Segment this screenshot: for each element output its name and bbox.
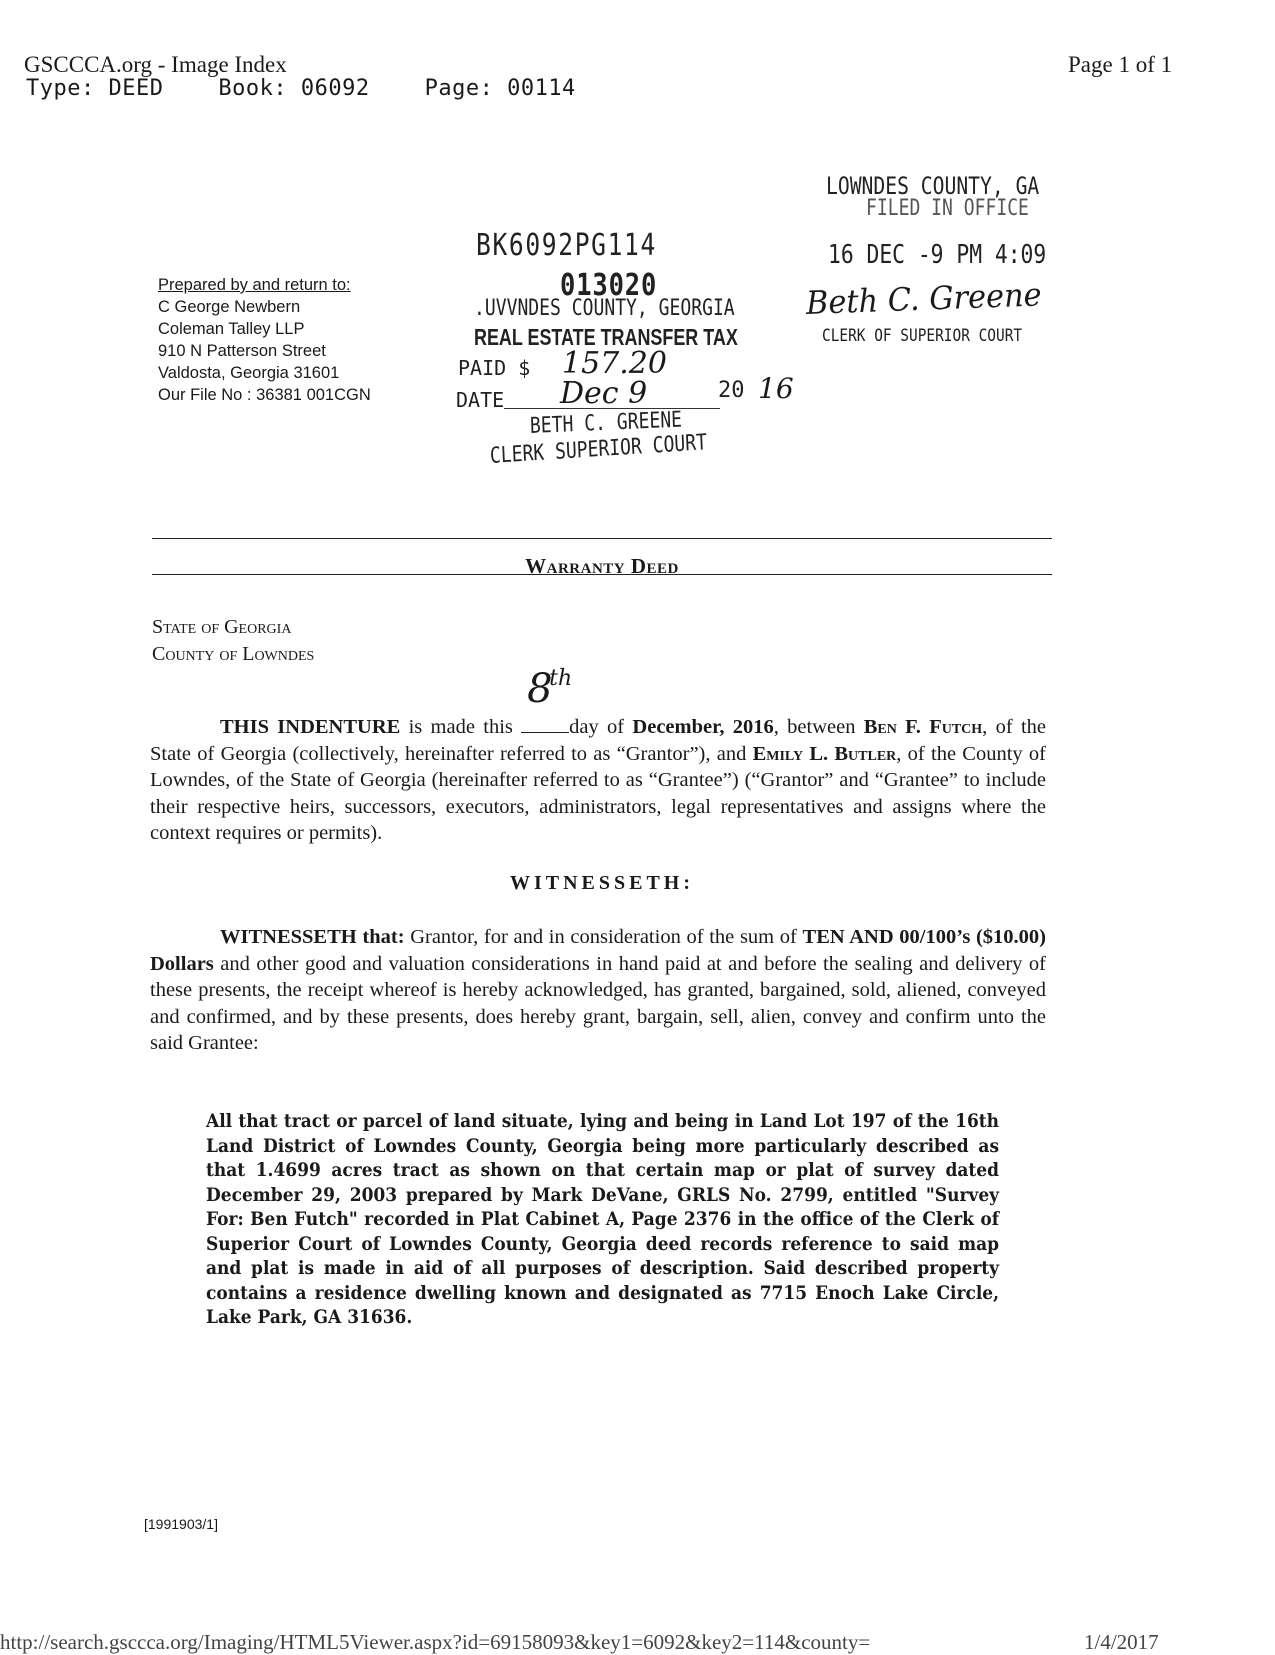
venue-block <box>152 614 314 668</box>
book-page-stamp: BK6092PG114 <box>476 228 657 263</box>
footer-date: 1/4/2017 <box>1084 1630 1159 1654</box>
prepared-by-heading: Prepared by and return to: <box>158 276 351 294</box>
text-run: day of <box>569 716 633 738</box>
title-rule-top <box>152 538 1052 539</box>
footer-url: http://search.gsccca.org/Imaging/HTML5Viewer.aspx?id=69158093&key1=6092&key2=114&county= <box>0 1630 871 1654</box>
indenture-paragraph <box>150 666 1046 847</box>
indenture-lead: THIS INDENTURE <box>220 716 401 738</box>
day-handwritten: 8 <box>527 666 553 712</box>
page-count: Page 1 of 1 <box>1068 52 1173 77</box>
text-run: , between <box>773 716 864 738</box>
prepared-by-line: 910 N Patterson Street <box>158 342 326 360</box>
tax-stamp-clerk-title: CLERK SUPERIOR COURT <box>489 430 708 469</box>
witnesseth-lead: WITNESSETH that: <box>220 926 405 948</box>
filed-stamp-datetime: 16 DEC -9 PM 4:09 <box>828 240 1047 270</box>
prepared-by-block <box>158 274 371 406</box>
tax-date-label: DATE <box>456 388 505 412</box>
tax-stamp-county: .UVVNDES COUNTY, GEORGIA <box>474 296 735 321</box>
legal-description: All that tract or parcel of land situate, lying and being in Land Lot 197 of the 16th Land District of Lowndes County, Georgia being more particularly described as that 1.4699 acres tract as shown on that certain map or plat of survey dated December 29, 2003 prepared by Mark DeVane, GRLS No. 2799, entitled "Survey For: Ben Futch" recorded in Plat Cabinet A, Page 2376 in the office of the Clerk of Superior Court of Lowndes County, Georgia deed records reference to said map and plat is made in aid of all purposes of description. Said described property contains a residence dwelling known and designated as 7715 Enoch Lake Circle, Lake Park, GA 31636. <box>206 1111 1000 1328</box>
filed-stamp-clerk-title: CLERK OF SUPERIOR COURT <box>822 326 1023 346</box>
tax-date-underline <box>504 408 720 409</box>
grantor-name: Ben F. Futch <box>863 716 983 738</box>
tax-paid-label: PAID $ <box>458 356 531 380</box>
site-title: GSCCCA.org - Image Index <box>24 52 287 77</box>
prepared-by-line: C George Newbern <box>158 298 301 316</box>
prepared-by-line: Our File No : 36381 001CGN <box>158 386 371 404</box>
tax-year-handwritten: 16 <box>758 372 794 405</box>
document-id: [1991903/1] <box>144 1516 218 1532</box>
text-run: is made this <box>400 716 522 738</box>
text-run: , of the State of Georgia (collectively, hereinafter referred to as “Grantor”), and <box>150 716 1046 765</box>
filed-stamp-filed: FILED IN OFFICE <box>866 196 1029 221</box>
consideration-paragraph <box>150 924 1046 1057</box>
consideration-amount: TEN AND 00/100’s ($10.00) Dollars <box>150 926 1046 975</box>
text-run: Grantor, for and in consideration of the sum of <box>404 926 803 948</box>
day-blank <box>521 666 573 733</box>
tax-stamp-number: 013020 <box>560 268 658 303</box>
prepared-by-line: Valdosta, Georgia 31601 <box>158 364 340 382</box>
day-suffix-handwritten: th <box>549 666 573 691</box>
tax-paid-value: 157.20 <box>562 346 667 381</box>
text-run: , of the County of Lowndes, of the State of Georgia (hereinafter referred to as “Grantee”) (“Grantor” and “Grantee” to include their respective heirs, successors, executors, administrators, legal representatives and assigns where the context requires or permits). <box>150 742 1046 844</box>
witnesseth-heading: WITNESSETH: <box>509 872 695 894</box>
document-title: Warranty Deed <box>525 554 679 578</box>
title-rule-bottom <box>152 574 1052 575</box>
tax-date-value: Dec 9 <box>560 376 648 411</box>
type-book-page: Type: DEED Book: 06092 Page: 00114 <box>26 76 576 101</box>
deed-date: December, 2016 <box>632 716 774 738</box>
venue-state: State of Georgia <box>152 616 292 638</box>
tax-year-label: 20 <box>718 378 745 403</box>
tax-stamp-title: REAL ESTATE TRANSFER TAX <box>474 324 738 350</box>
tax-stamp-clerk-name: BETH C. GREENE <box>529 407 683 439</box>
grantee-name: Emily L. Butler <box>752 742 897 765</box>
text-run: and other good and valuation considerations in hand paid at and before the sealing and delivery of these presents, the receipt whereof is hereby acknowledged, has granted, bargained, sold, aliened, conveyed and confirmed, and by these presents, does hereby grant, bargain, sell, alien, convey and confirm unto the said Grantee: <box>150 952 1046 1054</box>
filed-stamp-county: LOWNDES COUNTY, GA <box>826 172 1040 200</box>
prepared-by-line: Coleman Talley LLP <box>158 320 305 338</box>
venue-county: County of Lowndes <box>152 643 315 665</box>
clerk-signature: Beth C. Greene <box>805 275 1043 322</box>
